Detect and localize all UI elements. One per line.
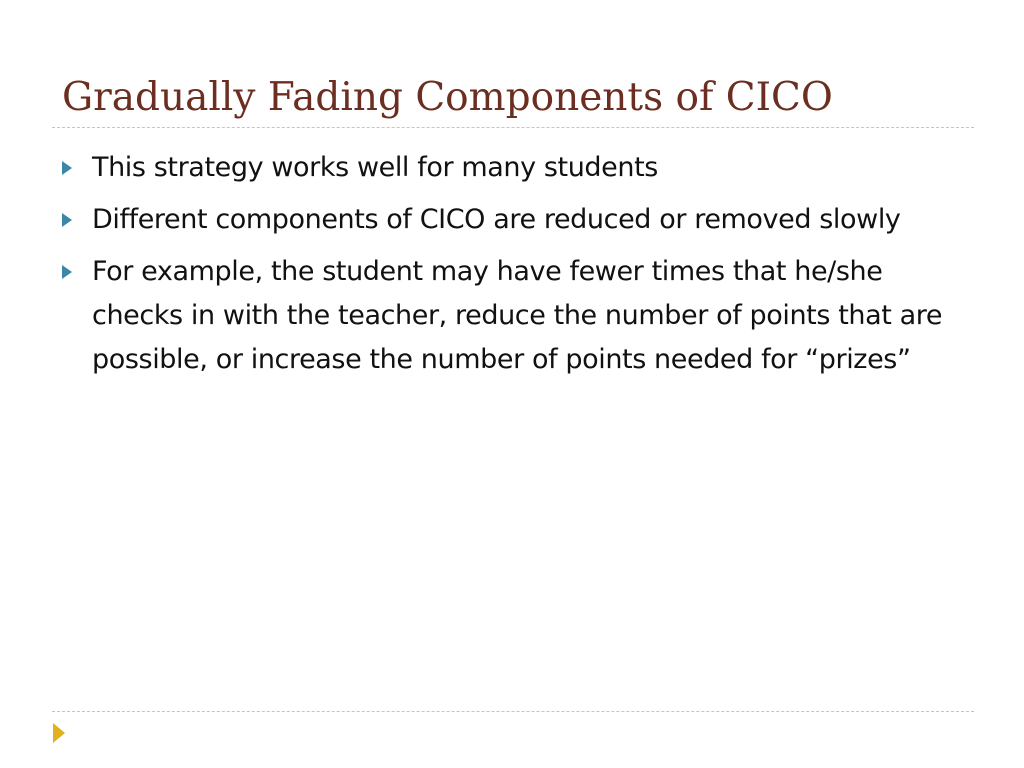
bullet-list [62, 146, 962, 390]
bullet-text: Different components of CICO are reduced or removed slowly [92, 204, 901, 235]
list-item [62, 198, 962, 242]
bullet-triangle-icon [62, 146, 92, 190]
slide-title: Gradually Fading Components of CICO [62, 75, 833, 120]
list-item [62, 146, 962, 190]
list-item [62, 250, 962, 382]
footer-divider [52, 711, 974, 712]
bullet-triangle-icon [62, 198, 92, 242]
bullet-text: This strategy works well for many students [92, 152, 658, 183]
bullet-triangle-icon [62, 250, 92, 294]
title-divider [52, 127, 974, 128]
corner-triangle-icon [53, 723, 65, 748]
bullet-text: For example, the student may have fewer times that he/she checks in with the teacher, reduce the number of points that are possible, or increase the number of points needed for “prizes” [92, 256, 943, 375]
